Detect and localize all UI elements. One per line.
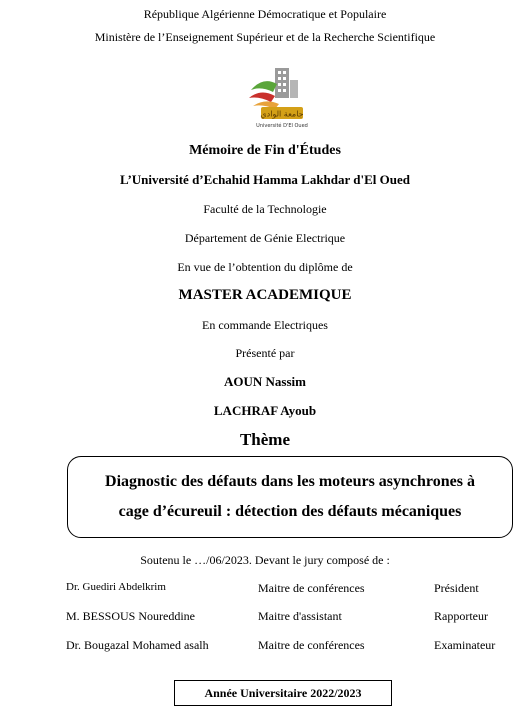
memoire-title: Mémoire de Fin d'Études	[189, 143, 341, 158]
faculty-name: Faculté de la Technologie	[203, 202, 327, 216]
author-name: AOUN Nassim	[224, 374, 306, 389]
defense-statement: Soutenu le …/06/2023. Devant le jury composé de :	[140, 553, 390, 567]
theme-box	[67, 456, 513, 538]
jury-row	[0, 609, 530, 627]
purpose-text: En vue de l’obtention du diplôme de	[177, 260, 353, 274]
specialty-text: En commande Electriques	[202, 318, 328, 332]
theme-title-line: Diagnostic des défauts dans les moteurs asynchrones à	[105, 473, 475, 490]
jury-row	[0, 581, 530, 599]
logo-arabic-text: جامعة الوادي	[260, 109, 304, 119]
university-logo	[245, 62, 315, 132]
department-name: Département de Génie Electrique	[184, 231, 346, 245]
jury-member-grade: Maitre d'assistant	[258, 609, 342, 623]
jury-member-name: M. BESSOUS Noureddine	[66, 609, 196, 623]
presented-by-label: Présenté par	[235, 346, 295, 360]
academic-year-box	[174, 680, 392, 706]
university-name: L’Université d’Echahid Hamma Lakhdar d'El Oued	[119, 172, 411, 187]
author-name: LACHRAF Ayoub	[213, 403, 317, 418]
republic-header: République Algérienne Démocratique et Populaire	[143, 7, 387, 21]
theme-heading: Thème	[239, 430, 291, 449]
degree-title: MASTER ACADEMIQUE	[178, 287, 352, 303]
ministry-header: Ministère de l’Enseignement Supérieur et de la Recherche Scientifique	[94, 30, 436, 44]
jury-member-role: Rapporteur	[434, 609, 488, 623]
logo-caption: Université D'El Oued	[256, 123, 308, 129]
jury-member-role: Président	[434, 581, 479, 595]
university-logo-image	[245, 62, 315, 132]
jury-member-role: Examinateur	[434, 638, 496, 652]
jury-member-grade: Maitre de conférences	[258, 638, 365, 652]
academic-year: Année Universitaire 2022/2023	[204, 685, 362, 700]
jury-member-name: Dr. Bougazal Mohamed asalh	[66, 638, 209, 652]
jury-row	[0, 638, 530, 656]
theme-title-line: cage d’écureuil : détection des défauts mécaniques	[118, 503, 462, 520]
jury-member-grade: Maitre de conférences	[258, 581, 365, 595]
jury-member-name: Dr. Guediri Abdelkrim	[66, 581, 166, 593]
